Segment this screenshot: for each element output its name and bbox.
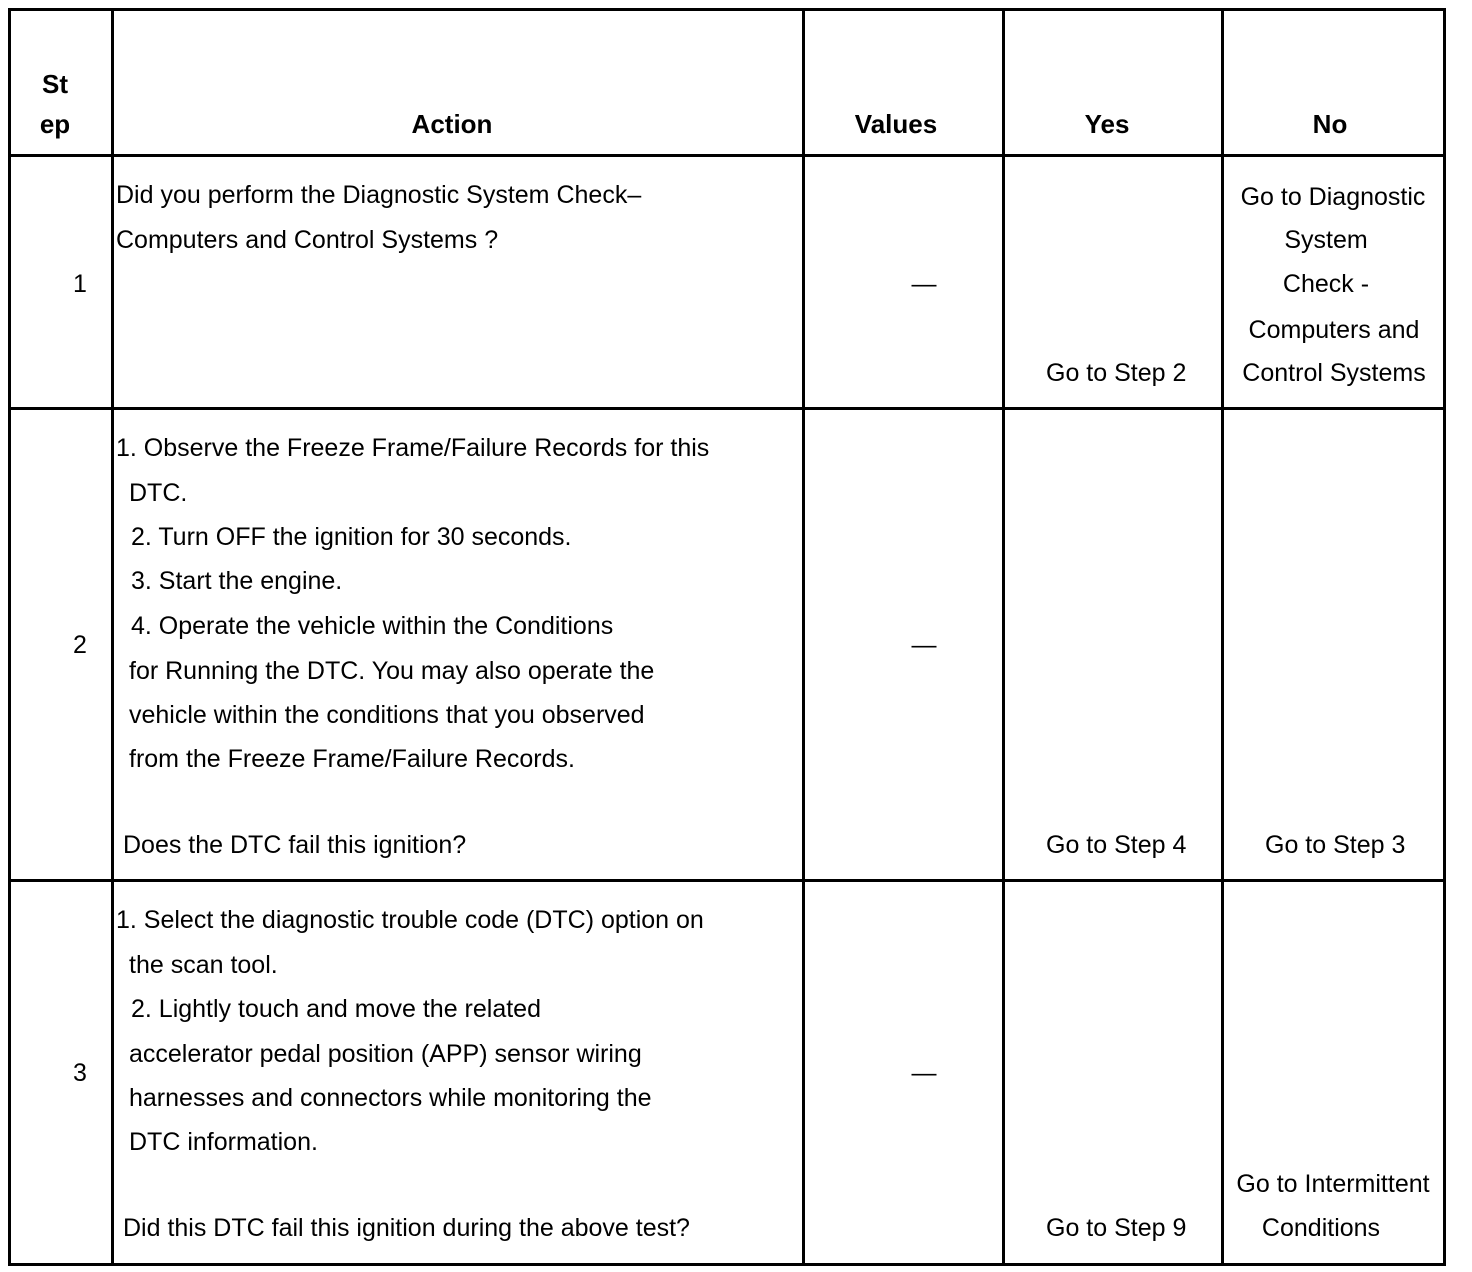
step-number: 3: [73, 1059, 87, 1087]
no-action-line: System: [1284, 226, 1368, 254]
step-number: 2: [73, 631, 87, 659]
action-text-line: accelerator pedal position (APP) sensor wiring: [129, 1040, 642, 1068]
no-action-line: Go to Intermittent: [1236, 1170, 1430, 1198]
grid-line-action: [802, 8, 805, 1266]
no-action-line: Check -: [1282, 270, 1370, 298]
action-text-line: from the Freeze Frame/Failure Records.: [129, 745, 575, 773]
action-question: Did this DTC fail this ignition during the above test?: [123, 1214, 690, 1242]
no-action-line: Control Systems: [1242, 359, 1426, 387]
grid-line-row2: [8, 879, 1446, 882]
step-number: 1: [73, 270, 87, 298]
action-text-line: DTC.: [129, 479, 188, 507]
grid-line-row1: [8, 407, 1446, 410]
yes-action: Go to Step 9: [1046, 1214, 1187, 1242]
grid-line-top: [8, 8, 1446, 11]
action-question: Does the DTC fail this ignition?: [123, 831, 467, 859]
action-text-line: the scan tool.: [129, 951, 278, 979]
header-yes: Yes: [1084, 109, 1130, 139]
header-step-line2: ep: [39, 109, 71, 139]
action-text-line: 2. Turn OFF the ignition for 30 seconds.: [131, 523, 572, 551]
header-values: Values: [854, 109, 938, 139]
action-text-line: 1. Select the diagnostic trouble code (DTC) option on: [116, 906, 704, 934]
value-dash: —: [911, 270, 937, 298]
action-text-line: Computers and Control Systems ?: [116, 226, 499, 254]
grid-line-yes: [1221, 8, 1224, 1266]
no-action-line: Go to Diagnostic: [1240, 183, 1426, 211]
action-text-line: DTC information.: [129, 1128, 318, 1156]
action-text-line: 2. Lightly touch and move the related: [131, 995, 541, 1023]
grid-line-bottom: [8, 1263, 1446, 1266]
grid-line-values: [1002, 8, 1005, 1266]
grid-line-header: [8, 154, 1446, 157]
grid-line-left: [8, 8, 11, 1266]
header-step-line1: St: [42, 69, 68, 99]
action-text-line: for Running the DTC. You may also operate the: [129, 657, 655, 685]
no-action-line: Conditions: [1261, 1214, 1381, 1242]
header-action: Action: [411, 109, 493, 139]
no-action-line: Computers and: [1248, 316, 1420, 344]
action-text-line: 3. Start the engine.: [131, 567, 343, 595]
no-action: Go to Step 3: [1265, 831, 1406, 859]
action-text-line: harnesses and connectors while monitoring the: [129, 1084, 652, 1112]
value-dash: —: [911, 1059, 937, 1087]
value-dash: —: [911, 631, 937, 659]
action-text-line: 1. Observe the Freeze Frame/Failure Records for this: [116, 434, 710, 462]
yes-action: Go to Step 2: [1046, 359, 1187, 387]
yes-action: Go to Step 4: [1046, 831, 1187, 859]
grid-line-right: [1443, 8, 1446, 1266]
action-text-line: 4. Operate the vehicle within the Conditions: [131, 612, 614, 640]
action-text-line: vehicle within the conditions that you observed: [129, 701, 645, 729]
header-no: No: [1312, 109, 1348, 139]
action-text-line: Did you perform the Diagnostic System Check–: [116, 181, 642, 209]
grid-line-step: [111, 8, 114, 1266]
